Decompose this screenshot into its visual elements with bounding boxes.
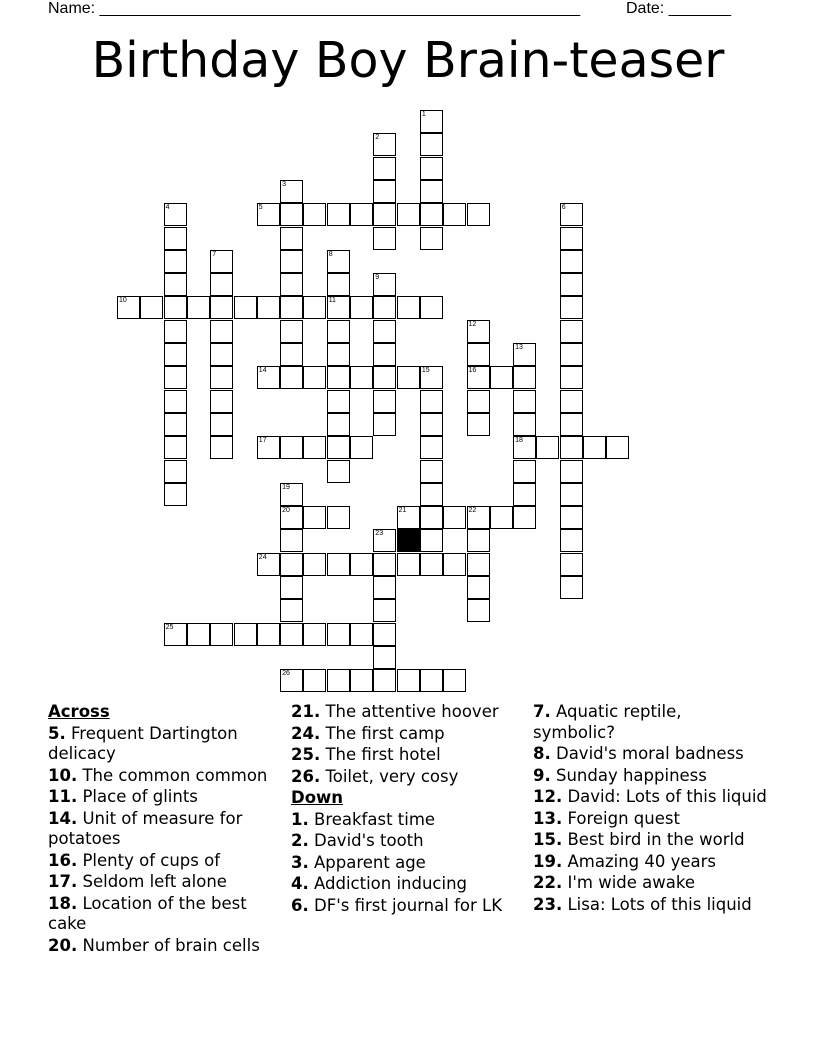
grid-cell[interactable] bbox=[303, 669, 326, 692]
grid-cell[interactable] bbox=[373, 669, 396, 692]
grid-cell[interactable] bbox=[513, 460, 536, 483]
grid-cell[interactable] bbox=[560, 273, 583, 296]
cell-number: 7 bbox=[212, 250, 217, 258]
clue-text: Place of glints bbox=[77, 787, 198, 806]
grid-cell[interactable] bbox=[443, 506, 466, 529]
grid-cell[interactable] bbox=[373, 296, 396, 319]
grid-cell[interactable] bbox=[467, 390, 490, 413]
grid-cell[interactable] bbox=[467, 320, 490, 343]
grid-cell[interactable] bbox=[397, 669, 420, 692]
grid-cell[interactable] bbox=[280, 576, 303, 599]
clue-text: Amazing 40 years bbox=[562, 851, 717, 871]
grid-cell[interactable] bbox=[373, 157, 396, 180]
grid-cell[interactable] bbox=[303, 203, 326, 226]
cell-number: 19 bbox=[282, 483, 290, 491]
clue-number: 21. bbox=[291, 702, 321, 721]
grid-cell[interactable] bbox=[350, 436, 373, 459]
grid-cell[interactable] bbox=[560, 390, 583, 413]
grid-cell[interactable] bbox=[490, 506, 513, 529]
grid-cell[interactable] bbox=[420, 506, 443, 529]
down-clue-list-continued bbox=[533, 702, 768, 915]
grid-cell[interactable] bbox=[210, 623, 233, 646]
grid-cell[interactable] bbox=[373, 273, 396, 296]
cell-number: 5 bbox=[258, 204, 263, 212]
grid-cell[interactable] bbox=[560, 460, 583, 483]
grid-cell[interactable] bbox=[327, 343, 350, 366]
cell-number: 1 bbox=[421, 111, 426, 118]
cell-number: 11 bbox=[328, 297, 336, 305]
down-clue bbox=[291, 874, 521, 895]
grid-cell[interactable] bbox=[164, 296, 187, 319]
grid-cell[interactable] bbox=[583, 436, 606, 459]
clue-text: The attentive hoover bbox=[320, 702, 499, 721]
grid-cell[interactable] bbox=[373, 133, 396, 156]
clue-number: 22. bbox=[533, 873, 563, 892]
grid-cell[interactable] bbox=[327, 669, 350, 692]
grid-cell[interactable] bbox=[560, 576, 583, 599]
grid-cell[interactable] bbox=[280, 180, 303, 203]
clue-text: Toilet, very cosy bbox=[320, 766, 459, 786]
grid-cell[interactable] bbox=[536, 436, 559, 459]
clue-number: 14. bbox=[48, 808, 78, 828]
grid-cell[interactable] bbox=[560, 366, 583, 389]
clue-text: The first camp bbox=[320, 723, 445, 743]
grid-cell[interactable] bbox=[560, 436, 583, 459]
grid-cell[interactable] bbox=[397, 553, 420, 576]
grid-cell[interactable] bbox=[164, 413, 187, 436]
clue-text: Plenty of cups of bbox=[77, 850, 220, 870]
grid-cell[interactable] bbox=[280, 250, 303, 273]
cell-number: 16 bbox=[468, 367, 477, 375]
grid-cell[interactable] bbox=[467, 203, 490, 226]
grid-cell[interactable] bbox=[513, 436, 536, 459]
grid-cell[interactable] bbox=[606, 436, 629, 459]
clue-number: 1. bbox=[291, 809, 309, 829]
grid-cell[interactable] bbox=[560, 296, 583, 319]
grid-cell[interactable] bbox=[373, 646, 396, 669]
name-field[interactable]: Name: ______________________________________________________ bbox=[48, 0, 581, 17]
cell-number: 24 bbox=[258, 553, 267, 561]
grid-cell[interactable] bbox=[210, 413, 233, 436]
grid-cell[interactable] bbox=[467, 576, 490, 599]
grid-cell[interactable] bbox=[280, 366, 303, 389]
grid-cell[interactable] bbox=[397, 506, 420, 529]
grid-cell[interactable] bbox=[373, 599, 396, 622]
grid-cell[interactable] bbox=[164, 623, 187, 646]
clue-text: Breakfast time bbox=[308, 809, 436, 829]
across-clue bbox=[48, 894, 278, 935]
grid-cell[interactable] bbox=[467, 343, 490, 366]
grid-cell[interactable] bbox=[303, 366, 326, 389]
grid-cell[interactable] bbox=[513, 483, 536, 506]
grid-cell[interactable] bbox=[490, 366, 513, 389]
grid-cell[interactable] bbox=[350, 623, 373, 646]
grid-cell[interactable] bbox=[303, 506, 326, 529]
grid-cell[interactable] bbox=[560, 343, 583, 366]
grid-cell[interactable] bbox=[164, 436, 187, 459]
grid-cell[interactable] bbox=[443, 553, 466, 576]
clue-number: 20. bbox=[48, 935, 78, 955]
grid-cell[interactable] bbox=[373, 390, 396, 413]
grid-cell[interactable] bbox=[420, 180, 443, 203]
cell-number: 15 bbox=[421, 367, 430, 375]
grid-cell[interactable] bbox=[373, 529, 396, 552]
grid-cell[interactable] bbox=[164, 203, 187, 226]
grid-cell[interactable] bbox=[560, 483, 583, 506]
grid-cell[interactable] bbox=[327, 366, 350, 389]
grid-cell[interactable] bbox=[420, 413, 443, 436]
grid-cell[interactable] bbox=[350, 669, 373, 692]
grid-cell[interactable] bbox=[513, 506, 536, 529]
clue-text: Apparent age bbox=[308, 852, 426, 872]
grid-cell[interactable] bbox=[350, 296, 373, 319]
grid-cell[interactable] bbox=[210, 366, 233, 389]
grid-cell[interactable] bbox=[187, 623, 210, 646]
clue-number: 25. bbox=[291, 745, 321, 764]
clue-column-3 bbox=[533, 702, 768, 916]
across-clue bbox=[291, 702, 521, 723]
down-clue bbox=[533, 852, 768, 873]
grid-cell[interactable] bbox=[257, 366, 280, 389]
grid-cell[interactable] bbox=[280, 623, 303, 646]
across-clue bbox=[48, 872, 278, 893]
clue-number: 4. bbox=[291, 874, 309, 893]
clue-number: 23. bbox=[533, 894, 563, 914]
clue-text: The common common bbox=[77, 765, 268, 785]
grid-cell[interactable] bbox=[280, 343, 303, 366]
clue-number: 11. bbox=[48, 787, 78, 806]
grid-cell[interactable] bbox=[373, 576, 396, 599]
grid-cell[interactable] bbox=[397, 296, 420, 319]
grid-cell[interactable] bbox=[210, 296, 233, 319]
grid-cell[interactable] bbox=[280, 296, 303, 319]
grid-cell[interactable] bbox=[257, 623, 280, 646]
grid-cell[interactable] bbox=[303, 553, 326, 576]
across-clue bbox=[291, 724, 521, 745]
clue-text: David's tooth bbox=[308, 831, 424, 850]
grid-cell[interactable] bbox=[350, 203, 373, 226]
cell-number: 9 bbox=[375, 274, 380, 282]
grid-cell[interactable] bbox=[280, 506, 303, 529]
clue-number: 2. bbox=[291, 831, 309, 850]
grid-cell[interactable] bbox=[467, 413, 490, 436]
across-heading: Across bbox=[48, 702, 110, 721]
cell-number: 4 bbox=[165, 204, 170, 212]
grid-cell[interactable] bbox=[280, 273, 303, 296]
grid-cell[interactable] bbox=[164, 366, 187, 389]
grid-cell[interactable] bbox=[280, 203, 303, 226]
grid-cell[interactable] bbox=[513, 413, 536, 436]
grid-cell[interactable] bbox=[327, 296, 350, 319]
across-clue bbox=[48, 809, 278, 850]
clue-number: 26. bbox=[291, 766, 321, 786]
cell-number: 17 bbox=[258, 437, 267, 445]
clue-text: Sunday happiness bbox=[550, 765, 707, 785]
across-clue bbox=[291, 767, 521, 788]
down-clue bbox=[533, 895, 768, 916]
grid-cell[interactable] bbox=[210, 436, 233, 459]
grid-cell[interactable] bbox=[327, 203, 350, 226]
down-clue bbox=[533, 744, 768, 765]
clue-text: I'm wide awake bbox=[562, 873, 695, 892]
grid-cell[interactable] bbox=[327, 273, 350, 296]
down-clue bbox=[533, 787, 768, 808]
down-clue bbox=[533, 809, 768, 830]
down-clue bbox=[291, 810, 521, 831]
cell-number: 10 bbox=[119, 297, 127, 305]
grid-cell[interactable] bbox=[373, 553, 396, 576]
across-clue bbox=[48, 724, 278, 765]
grid-cell[interactable] bbox=[280, 436, 303, 459]
black-cell bbox=[397, 529, 420, 552]
grid-cell[interactable] bbox=[257, 553, 280, 576]
clue-number: 19. bbox=[533, 851, 563, 871]
grid-cell[interactable] bbox=[373, 203, 396, 226]
grid-cell[interactable] bbox=[210, 390, 233, 413]
grid-cell[interactable] bbox=[257, 296, 280, 319]
grid-cell[interactable] bbox=[164, 483, 187, 506]
grid-cell[interactable] bbox=[373, 623, 396, 646]
clue-number: 15. bbox=[533, 830, 563, 849]
grid-cell[interactable] bbox=[117, 296, 140, 319]
down-clue bbox=[533, 702, 768, 743]
grid-cell[interactable] bbox=[420, 553, 443, 576]
clue-text: The first hotel bbox=[320, 745, 441, 764]
across-clue bbox=[48, 851, 278, 872]
clue-number: 13. bbox=[533, 808, 563, 828]
clue-text: Lisa: Lots of this liquid bbox=[562, 894, 752, 914]
cell-number: 14 bbox=[258, 367, 267, 375]
cell-number: 8 bbox=[328, 250, 333, 258]
grid-cell[interactable] bbox=[164, 320, 187, 343]
grid-cell[interactable] bbox=[467, 529, 490, 552]
grid-cell[interactable] bbox=[280, 227, 303, 250]
cell-number: 13 bbox=[515, 344, 523, 351]
clue-number: 12. bbox=[533, 787, 563, 806]
grid-cell[interactable] bbox=[234, 296, 257, 319]
down-clue-list bbox=[291, 810, 521, 917]
grid-cell[interactable] bbox=[397, 203, 420, 226]
grid-cell[interactable] bbox=[373, 227, 396, 250]
clue-number: 24. bbox=[291, 723, 321, 743]
grid-cell[interactable] bbox=[140, 296, 163, 319]
clue-text: David: Lots of this liquid bbox=[562, 787, 767, 806]
grid-cell[interactable] bbox=[164, 460, 187, 483]
grid-cell[interactable] bbox=[327, 320, 350, 343]
grid-cell[interactable] bbox=[373, 413, 396, 436]
clue-text: Best bird in the world bbox=[562, 830, 745, 849]
grid-cell[interactable] bbox=[280, 320, 303, 343]
grid-cell[interactable] bbox=[560, 320, 583, 343]
grid-cell[interactable] bbox=[420, 390, 443, 413]
grid-cell[interactable] bbox=[280, 553, 303, 576]
clue-number: 10. bbox=[48, 765, 78, 785]
clue-text: Foreign quest bbox=[562, 808, 680, 828]
clue-text: Seldom left alone bbox=[77, 872, 227, 891]
grid-cell[interactable] bbox=[420, 529, 443, 552]
page-title: Birthday Boy Brain-teaser bbox=[91, 32, 725, 89]
grid-cell[interactable] bbox=[164, 250, 187, 273]
grid-cell[interactable] bbox=[560, 553, 583, 576]
grid-cell[interactable] bbox=[420, 366, 443, 389]
clue-number: 5. bbox=[48, 723, 66, 743]
cell-number: 21 bbox=[398, 507, 407, 515]
grid-cell[interactable] bbox=[350, 366, 373, 389]
grid-cell[interactable] bbox=[397, 366, 420, 389]
grid-cell[interactable] bbox=[420, 110, 443, 133]
clue-number: 16. bbox=[48, 850, 78, 870]
cell-number: 12 bbox=[468, 320, 477, 328]
grid-cell[interactable] bbox=[420, 227, 443, 250]
grid-cell[interactable] bbox=[210, 250, 233, 273]
grid-cell[interactable] bbox=[280, 599, 303, 622]
grid-cell[interactable] bbox=[280, 483, 303, 506]
grid-cell[interactable] bbox=[467, 506, 490, 529]
grid-cell[interactable] bbox=[467, 599, 490, 622]
grid-cell[interactable] bbox=[303, 436, 326, 459]
grid-cell[interactable] bbox=[327, 623, 350, 646]
grid-cell[interactable] bbox=[164, 343, 187, 366]
grid-cell[interactable] bbox=[327, 506, 350, 529]
clue-number: 18. bbox=[48, 893, 78, 913]
grid-cell[interactable] bbox=[443, 669, 466, 692]
clue-text: David's moral badness bbox=[550, 744, 744, 763]
clue-number: 6. bbox=[291, 895, 309, 915]
down-clue bbox=[291, 896, 521, 917]
grid-cell[interactable] bbox=[327, 250, 350, 273]
grid-cell[interactable] bbox=[560, 506, 583, 529]
grid-cell[interactable] bbox=[560, 413, 583, 436]
grid-cell[interactable] bbox=[420, 203, 443, 226]
grid-cell[interactable] bbox=[560, 529, 583, 552]
grid-cell[interactable] bbox=[327, 413, 350, 436]
grid-cell[interactable] bbox=[303, 296, 326, 319]
grid-cell[interactable] bbox=[443, 203, 466, 226]
across-clue-list bbox=[48, 724, 278, 957]
cell-number: 22 bbox=[468, 507, 477, 515]
across-clue bbox=[48, 766, 278, 787]
grid-cell[interactable] bbox=[280, 529, 303, 552]
grid-cell[interactable] bbox=[420, 133, 443, 156]
clue-column-1 bbox=[48, 702, 278, 957]
cell-number: 2 bbox=[375, 134, 380, 142]
clue-column-2 bbox=[291, 702, 521, 917]
clue-number: 9. bbox=[533, 765, 551, 785]
down-clue bbox=[533, 830, 768, 851]
grid-cell[interactable] bbox=[210, 273, 233, 296]
cell-number: 26 bbox=[282, 670, 290, 678]
grid-cell[interactable] bbox=[560, 203, 583, 226]
clue-text: Location of the best cake bbox=[48, 893, 247, 933]
grid-cell[interactable] bbox=[164, 390, 187, 413]
date-field[interactable]: Date: _______ bbox=[626, 0, 731, 17]
grid-cell[interactable] bbox=[327, 553, 350, 576]
down-clue bbox=[291, 853, 521, 874]
clue-number: 3. bbox=[291, 852, 309, 872]
clue-text: Unit of measure for potatoes bbox=[48, 808, 243, 848]
grid-cell[interactable] bbox=[420, 483, 443, 506]
grid-cell[interactable] bbox=[327, 390, 350, 413]
grid-cell[interactable] bbox=[303, 623, 326, 646]
clue-number: 8. bbox=[533, 744, 551, 763]
grid-cell[interactable] bbox=[513, 343, 536, 366]
grid-cell[interactable] bbox=[373, 343, 396, 366]
clue-text: DF's first journal for LK bbox=[308, 895, 503, 915]
across-clue bbox=[48, 936, 278, 957]
clue-text: Number of brain cells bbox=[77, 935, 260, 955]
down-heading: Down bbox=[291, 788, 344, 807]
grid-cell[interactable] bbox=[164, 227, 187, 250]
cell-number: 18 bbox=[515, 437, 523, 445]
cell-number: 25 bbox=[165, 623, 174, 631]
grid-cell[interactable] bbox=[164, 273, 187, 296]
clue-text: Aquatic reptile, symbolic? bbox=[533, 702, 682, 742]
down-clue bbox=[533, 766, 768, 787]
grid-cell[interactable] bbox=[350, 553, 373, 576]
grid-cell[interactable] bbox=[327, 460, 350, 483]
cell-number: 23 bbox=[375, 530, 384, 538]
cell-number: 6 bbox=[561, 204, 566, 212]
grid-cell[interactable] bbox=[467, 366, 490, 389]
clue-text: Addiction inducing bbox=[308, 874, 468, 893]
grid-cell[interactable] bbox=[373, 320, 396, 343]
grid-cell[interactable] bbox=[327, 436, 350, 459]
grid-cell[interactable] bbox=[467, 553, 490, 576]
grid-cell[interactable] bbox=[513, 390, 536, 413]
grid-cell[interactable] bbox=[210, 343, 233, 366]
across-clue bbox=[291, 745, 521, 766]
grid-cell[interactable] bbox=[513, 366, 536, 389]
grid-cell[interactable] bbox=[257, 203, 280, 226]
grid-cell[interactable] bbox=[210, 320, 233, 343]
grid-cell[interactable] bbox=[234, 623, 257, 646]
down-clue bbox=[533, 873, 768, 894]
grid-cell[interactable] bbox=[560, 250, 583, 273]
grid-cell[interactable] bbox=[373, 180, 396, 203]
grid-cell[interactable] bbox=[373, 366, 396, 389]
across-clue bbox=[48, 787, 278, 808]
grid-cell[interactable] bbox=[420, 436, 443, 459]
grid-cell[interactable] bbox=[257, 436, 280, 459]
clue-number: 17. bbox=[48, 872, 78, 891]
grid-cell[interactable] bbox=[187, 296, 210, 319]
grid-cell[interactable] bbox=[420, 157, 443, 180]
grid-cell[interactable] bbox=[420, 669, 443, 692]
grid-cell[interactable] bbox=[280, 669, 303, 692]
grid-cell[interactable] bbox=[420, 460, 443, 483]
grid-cell[interactable] bbox=[420, 296, 443, 319]
grid-cell[interactable] bbox=[560, 227, 583, 250]
clue-text: Frequent Dartington delicacy bbox=[48, 723, 238, 763]
across-clue-list-continued bbox=[291, 702, 521, 787]
cell-number: 3 bbox=[282, 180, 286, 188]
cell-number: 20 bbox=[282, 507, 290, 515]
clue-number: 7. bbox=[533, 702, 551, 721]
down-clue bbox=[291, 831, 521, 852]
